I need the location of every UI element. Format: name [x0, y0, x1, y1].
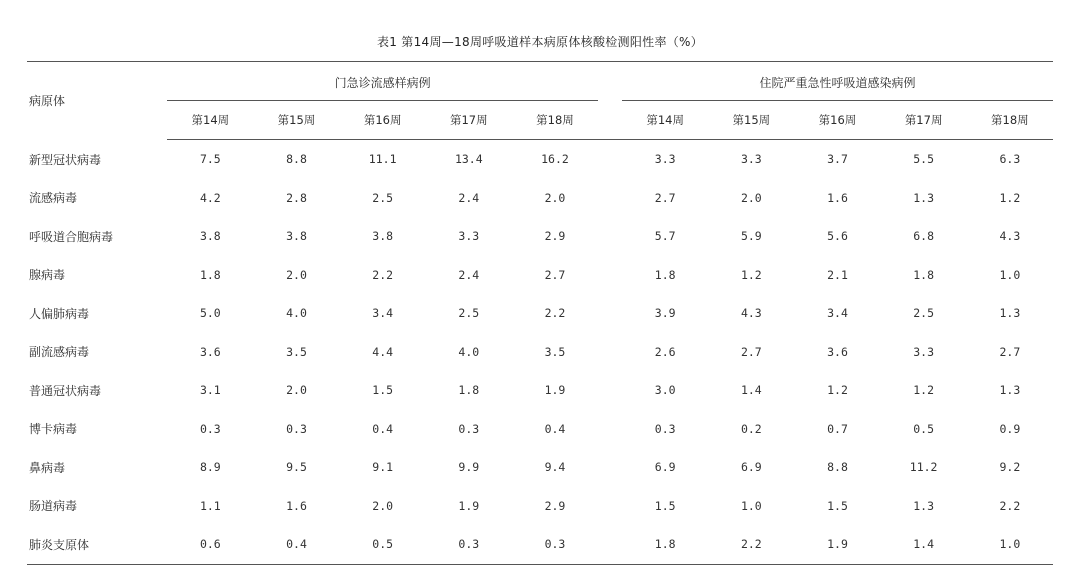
inpatient-group-header [622, 62, 1053, 102]
group-gap [598, 333, 622, 372]
outpatient-rate-cell: 1.9 [544, 383, 566, 398]
outpatient-rate-cell: 1.9 [458, 498, 480, 513]
outpatient-rate-cell: 9.5 [286, 460, 307, 475]
table-row [27, 294, 1053, 333]
week-header: 第18周 [967, 101, 1053, 140]
header-row-weeks [27, 101, 1053, 140]
inpatient-rate-cell: 2.7 [740, 344, 762, 359]
outpatient-rate-cell: 2.0 [286, 383, 307, 398]
pathogen-name-cell: 人偏肺病毒 [29, 306, 90, 321]
inpatient-rate-cell: 2.7 [654, 190, 676, 205]
inpatient-rate-cell: 1.0 [967, 525, 1053, 564]
week-header: 第17周 [426, 101, 512, 140]
inpatient-rate-cell: 3.4 [827, 306, 848, 321]
outpatient-rate-cell: 13.4 [454, 152, 483, 167]
outpatient-rate-cell: 2.4 [458, 267, 480, 282]
inpatient-rate-cell: 3.0 [654, 383, 676, 398]
outpatient-rate-cell: 3.8 [286, 229, 307, 244]
table-row [27, 179, 1053, 218]
inpatient-rate-cell: 0.3 [654, 421, 676, 436]
week-header: 第15周 [253, 101, 339, 140]
inpatient-rate-cell: 1.0 [999, 267, 1021, 282]
outpatient-rate-cell: 2.4 [458, 190, 480, 205]
inpatient-rate-cell: 1.2 [827, 383, 848, 398]
table-title: 表1 第14周—18周呼吸道样本病原体核酸检测阳性率（%） [376, 35, 704, 49]
outpatient-rate-cell: 0.4 [372, 421, 394, 436]
table-row [27, 525, 1053, 564]
outpatient-rate-cell: 4.0 [458, 344, 480, 359]
pathogen-name-cell: 鼻病毒 [29, 460, 66, 475]
inpatient-rate-cell: 1.2 [740, 267, 762, 282]
table-body [27, 140, 1053, 565]
pathogen-name-cell: 呼吸道合胞病毒 [29, 229, 114, 244]
inpatient-rate-cell: 1.5 [654, 498, 676, 513]
outpatient-rate-cell: 0.3 [426, 525, 512, 564]
table-row [27, 333, 1053, 372]
inpatient-rate-cell: 11.2 [909, 460, 938, 475]
outpatient-rate-cell: 2.5 [372, 190, 394, 205]
inpatient-rate-cell: 1.4 [881, 525, 967, 564]
inpatient-rate-cell: 6.3 [999, 152, 1021, 167]
outpatient-rate-cell: 2.9 [544, 498, 566, 513]
inpatient-rate-cell: 9.2 [999, 460, 1021, 475]
inpatient-rate-cell: 2.2 [708, 525, 794, 564]
table-row [27, 410, 1053, 449]
group-gap [598, 294, 622, 333]
inpatient-rate-cell: 3.6 [827, 344, 848, 359]
group-gap [598, 101, 622, 140]
outpatient-rate-cell: 1.8 [458, 383, 480, 398]
pathogen-name-cell: 腺病毒 [29, 268, 66, 283]
inpatient-rate-cell: 2.5 [913, 306, 935, 321]
week-header: 第17周 [881, 101, 967, 140]
inpatient-rate-cell: 3.3 [913, 344, 935, 359]
outpatient-rate-cell: 0.6 [167, 525, 253, 564]
group-gap [598, 371, 622, 410]
inpatient-rate-cell: 4.3 [999, 229, 1021, 244]
inpatient-rate-cell: 1.2 [999, 190, 1021, 205]
outpatient-rate-cell: 9.1 [372, 460, 394, 475]
outpatient-rate-cell: 16.2 [541, 152, 569, 167]
pathogen-name-cell: 流感病毒 [29, 191, 78, 206]
inpatient-rate-cell: 0.5 [913, 421, 935, 436]
outpatient-rate-cell: 3.6 [199, 344, 221, 359]
inpatient-rate-cell: 5.6 [827, 229, 848, 244]
inpatient-rate-cell: 2.6 [654, 344, 676, 359]
week-header: 第14周 [167, 101, 253, 140]
outpatient-rate-cell: 8.8 [286, 152, 307, 167]
outpatient-rate-cell: 0.4 [544, 421, 566, 436]
outpatient-rate-cell: 5.0 [199, 306, 221, 321]
inpatient-rate-cell: 0.2 [740, 421, 762, 436]
inpatient-rate-cell: 8.8 [827, 460, 848, 475]
week-header: 第18周 [512, 101, 598, 140]
outpatient-rate-cell: 2.8 [286, 190, 307, 205]
table-row [27, 140, 1053, 179]
outpatient-rate-cell: 1.5 [372, 383, 394, 398]
table-row [27, 217, 1053, 256]
inpatient-rate-cell: 5.7 [654, 229, 676, 244]
inpatient-rate-cell: 1.3 [913, 498, 935, 513]
week-header: 第15周 [708, 101, 794, 140]
header-row-groups [27, 62, 1053, 102]
inpatient-rate-cell: 4.3 [740, 306, 762, 321]
week-header: 第16周 [340, 101, 426, 140]
outpatient-rate-cell: 2.2 [544, 306, 566, 321]
inpatient-rate-cell: 1.5 [827, 498, 848, 513]
group-gap [598, 179, 622, 218]
outpatient-rate-cell: 4.2 [199, 190, 221, 205]
outpatient-rate-cell: 3.8 [372, 229, 394, 244]
inpatient-rate-cell: 6.8 [913, 229, 935, 244]
outpatient-rate-cell: 9.9 [458, 460, 480, 475]
pathogen-column-header: 病原体 [27, 62, 167, 140]
pathogen-name-cell: 副流感病毒 [29, 345, 90, 360]
outpatient-rate-cell: 1.8 [199, 267, 221, 282]
table-row [27, 487, 1053, 526]
outpatient-rate-cell: 0.3 [286, 421, 307, 436]
outpatient-group-header [167, 62, 598, 102]
outpatient-rate-cell: 7.5 [199, 152, 221, 167]
outpatient-rate-cell: 2.0 [286, 267, 307, 282]
pathogen-name-cell: 新型冠状病毒 [29, 152, 102, 167]
table-row [27, 371, 1053, 410]
outpatient-rate-cell: 3.8 [199, 229, 221, 244]
inpatient-rate-cell: 1.0 [740, 498, 762, 513]
outpatient-rate-cell: 0.4 [253, 525, 339, 564]
outpatient-rate-cell: 0.3 [199, 421, 221, 436]
outpatient-rate-cell: 2.2 [372, 267, 394, 282]
inpatient-rate-cell: 5.9 [740, 229, 762, 244]
table-row [27, 256, 1053, 295]
group-gap [598, 525, 622, 564]
group-gap [598, 62, 622, 102]
inpatient-rate-cell: 6.9 [740, 460, 762, 475]
pathogen-name-cell: 博卡病毒 [29, 422, 78, 437]
inpatient-rate-cell: 1.8 [622, 525, 708, 564]
inpatient-rate-cell: 1.6 [827, 190, 848, 205]
group-gap [598, 410, 622, 449]
inpatient-rate-cell: 1.8 [913, 267, 935, 282]
inpatient-rate-cell: 3.7 [827, 152, 848, 167]
inpatient-rate-cell: 3.9 [654, 306, 676, 321]
outpatient-rate-cell: 2.0 [544, 190, 566, 205]
outpatient-rate-cell: 0.3 [512, 525, 598, 564]
outpatient-rate-cell: 2.5 [458, 306, 480, 321]
outpatient-rate-cell: 4.4 [372, 344, 394, 359]
pathogen-name-cell: 肠道病毒 [29, 499, 78, 514]
week-header: 第14周 [622, 101, 708, 140]
outpatient-group-label: 门急诊流感样病例 [167, 74, 598, 101]
inpatient-rate-cell: 1.3 [999, 306, 1021, 321]
outpatient-rate-cell: 2.9 [544, 229, 566, 244]
group-gap [598, 448, 622, 487]
inpatient-rate-cell: 3.3 [740, 152, 762, 167]
inpatient-rate-cell: 6.9 [654, 460, 676, 475]
positivity-rate-table [27, 61, 1053, 565]
inpatient-group-label: 住院严重急性呼吸道感染病例 [622, 74, 1053, 101]
outpatient-rate-cell: 11.1 [368, 152, 397, 167]
outpatient-rate-cell: 1.6 [286, 498, 307, 513]
group-gap [598, 217, 622, 256]
inpatient-rate-cell: 2.2 [999, 498, 1021, 513]
inpatient-rate-cell: 1.2 [913, 383, 935, 398]
inpatient-rate-cell: 1.8 [654, 267, 676, 282]
week-header: 第16周 [794, 101, 880, 140]
outpatient-rate-cell: 1.1 [199, 498, 221, 513]
inpatient-rate-cell: 1.3 [913, 190, 935, 205]
outpatient-rate-cell: 2.7 [544, 267, 566, 282]
outpatient-rate-cell: 8.9 [199, 460, 221, 475]
inpatient-rate-cell: 1.4 [740, 383, 762, 398]
group-gap [598, 140, 622, 179]
outpatient-rate-cell: 9.4 [544, 460, 566, 475]
outpatient-rate-cell: 3.4 [372, 306, 394, 321]
inpatient-rate-cell: 0.7 [827, 421, 848, 436]
inpatient-rate-cell: 1.3 [999, 383, 1021, 398]
inpatient-rate-cell: 2.7 [999, 344, 1021, 359]
group-gap [598, 256, 622, 295]
outpatient-rate-cell: 3.3 [458, 229, 480, 244]
inpatient-rate-cell: 1.9 [794, 525, 880, 564]
outpatient-rate-cell: 4.0 [286, 306, 307, 321]
inpatient-rate-cell: 0.9 [999, 421, 1021, 436]
pathogen-name-cell: 普通冠状病毒 [29, 383, 102, 398]
outpatient-rate-cell: 0.3 [458, 421, 480, 436]
inpatient-rate-cell: 5.5 [913, 152, 935, 167]
outpatient-rate-cell: 3.5 [286, 344, 307, 359]
table-row [27, 448, 1053, 487]
pathogen-name-cell: 肺炎支原体 [27, 525, 167, 564]
inpatient-rate-cell: 2.1 [827, 267, 848, 282]
group-gap [598, 487, 622, 526]
outpatient-rate-cell: 2.0 [372, 498, 394, 513]
inpatient-rate-cell: 3.3 [654, 152, 676, 167]
inpatient-rate-cell: 2.0 [740, 190, 762, 205]
outpatient-rate-cell: 0.5 [340, 525, 426, 564]
outpatient-rate-cell: 3.5 [544, 344, 566, 359]
outpatient-rate-cell: 3.1 [199, 383, 221, 398]
